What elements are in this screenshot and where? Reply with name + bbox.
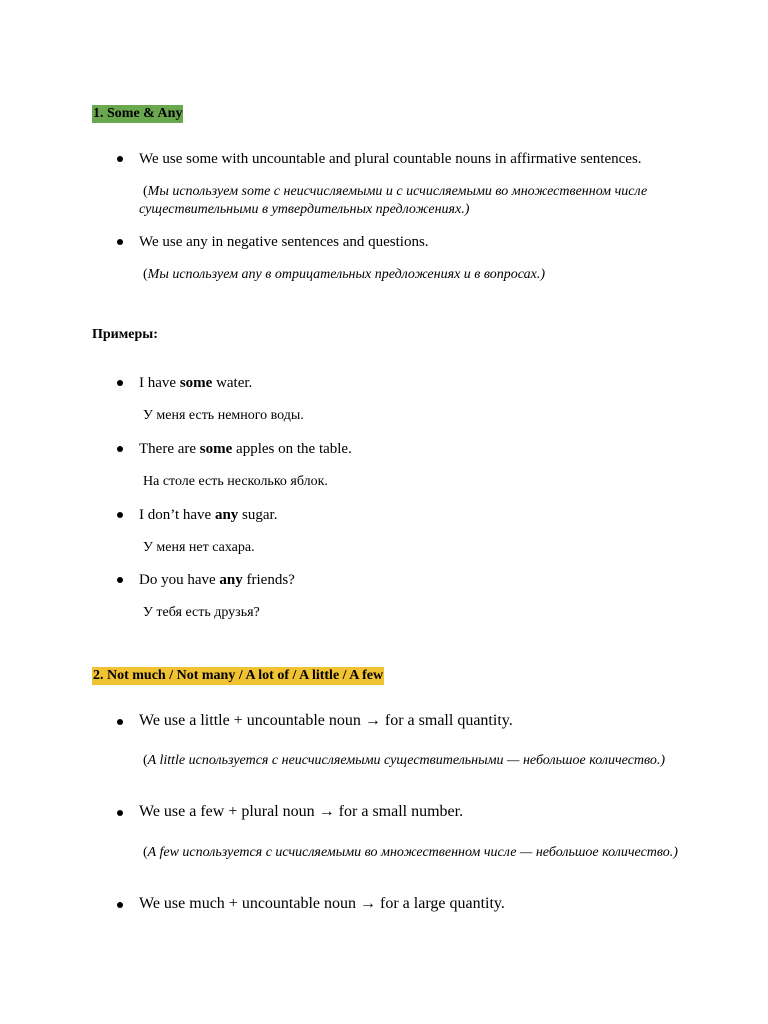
rule-a-little-en: We use a little + uncountable noun → for a small quantity. (139, 712, 513, 729)
rule-a-little-ru (139, 752, 679, 770)
bullet-icon (117, 577, 123, 583)
bullet-icon (117, 380, 123, 386)
bullet-icon (117, 239, 123, 245)
example-1-ru: У меня есть немного воды. (143, 408, 304, 423)
rule-some-en: We use some with uncountable and plural countable nouns in affirmative sentences. (139, 151, 642, 167)
example-2-en (139, 440, 352, 458)
example-keyword: some (179, 375, 213, 391)
bullet-icon (117, 902, 123, 908)
open-paren: ( (143, 753, 148, 768)
rule-any-en: We use any in negative sentences and questions. (139, 234, 429, 250)
example-text: water. (212, 375, 253, 391)
example-text: Do you have (139, 572, 220, 588)
open-paren: ( (143, 184, 148, 199)
rule-much-en: We use much + uncountable noun → for a large quantity. (139, 895, 505, 912)
example-1-en (139, 374, 252, 392)
rule-a-few-en: We use a few + plural noun → for a small number. (139, 803, 464, 820)
open-paren: ( (143, 267, 148, 282)
example-text: apples on the table. (232, 441, 352, 457)
rule-a-few-ru-text: A few используется с исчисляемыми во множественном числе — небольшое количество.) (147, 845, 678, 860)
bullet-icon (117, 512, 123, 518)
rule-any-ru (139, 266, 679, 284)
open-paren: ( (143, 845, 148, 860)
example-3-ru: У меня нет сахара. (143, 540, 255, 555)
bullet-icon (117, 810, 123, 816)
example-2-ru: На столе есть несколько яблок. (143, 474, 328, 489)
rule-some-ru (139, 183, 679, 219)
example-text: There are (139, 441, 200, 457)
section-1-heading: 1. Some & Any (93, 106, 183, 121)
bullet-icon (117, 156, 123, 162)
rule-a-little-ru-text: A little используется с неисчисляемыми существительными — небольшое количество.) (147, 753, 666, 768)
example-3-en (139, 506, 277, 524)
example-keyword: any (214, 507, 239, 523)
example-4-en (139, 571, 295, 589)
section-2-heading: 2. Not much / Not many / A lot of / A little / A few (93, 668, 384, 683)
rule-any-ru-text: Мы используем any в отрицательных предложениях и в вопросах.) (147, 267, 545, 282)
bullet-icon (117, 719, 123, 725)
rule-a-few-ru (139, 844, 679, 862)
example-text: I don’t have (139, 507, 215, 523)
example-text: I have (139, 375, 180, 391)
example-keyword: some (199, 441, 233, 457)
example-text: friends? (242, 572, 295, 588)
rule-some-ru-text: Мы используем some с неисчисляемыми и с исчисляемыми во множественном числе существительными в утвердительных предложениях.) (139, 184, 648, 217)
example-keyword: any (219, 572, 243, 588)
examples-label: Примеры: (92, 327, 158, 342)
bullet-icon (117, 446, 123, 452)
example-text: sugar. (238, 507, 278, 523)
example-4-ru: У тебя есть друзья? (143, 605, 260, 620)
